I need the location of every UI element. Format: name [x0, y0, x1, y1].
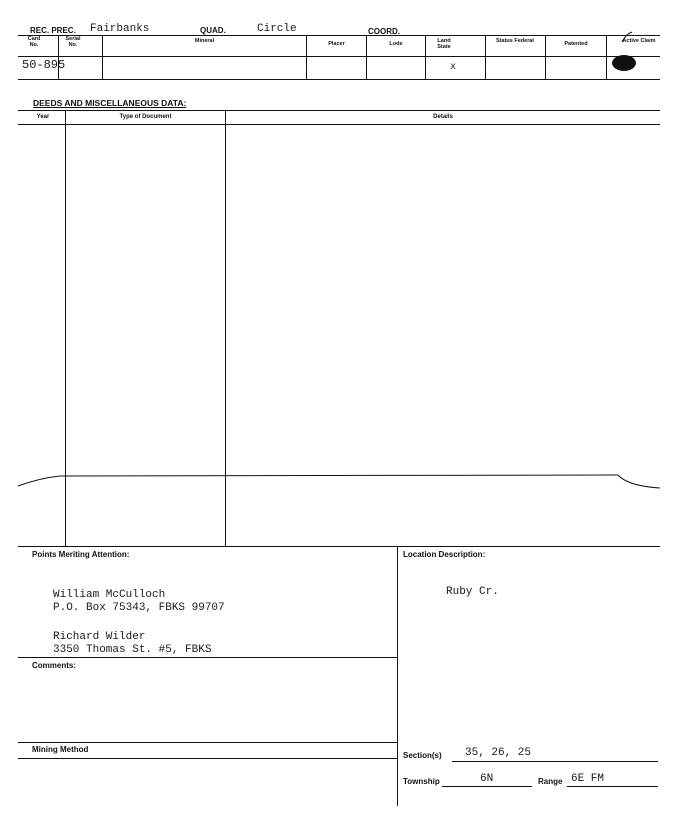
- points-line: Richard Wilder: [53, 631, 146, 643]
- col-land-state: Land State: [437, 38, 451, 50]
- location-value: Ruby Cr.: [446, 586, 499, 598]
- lower-top-rule: [18, 546, 660, 547]
- mining-method-label: Mining Method: [32, 745, 89, 754]
- mining-rule: [18, 742, 397, 743]
- township-value: 6N: [480, 773, 494, 785]
- col-placer: Placer: [328, 41, 345, 47]
- header-bottom-rule: [18, 79, 660, 80]
- deeds-header-rule: [18, 124, 660, 125]
- points-line: William McCulloch: [53, 589, 166, 601]
- col-details: Details: [433, 114, 453, 120]
- rec-prec-label: REC. PREC.: [30, 26, 76, 35]
- col-active-claim: Active Claim: [622, 38, 656, 44]
- land-state-mark: x: [450, 62, 457, 73]
- points-label: Points Meriting Attention:: [32, 550, 130, 559]
- range-label: Range: [538, 777, 563, 786]
- col-lode: Lode: [389, 41, 403, 47]
- header-divider: [485, 36, 486, 79]
- comments-rule: [18, 657, 397, 658]
- quad-value: Circle: [257, 23, 297, 35]
- range-underline: [567, 786, 658, 787]
- header-top-rule: [18, 35, 660, 36]
- location-label: Location Description:: [403, 550, 486, 559]
- comments-label: Comments:: [32, 661, 77, 670]
- township-underline: [442, 786, 532, 787]
- header-divider: [606, 36, 607, 79]
- col-status-federal: Status Federal: [496, 38, 534, 44]
- quad-label: QUAD.: [200, 26, 226, 35]
- lower-divider: [397, 546, 398, 806]
- col-year: Year: [36, 114, 50, 120]
- mining-bottom-rule: [18, 758, 397, 759]
- col-patented: Patented: [564, 41, 588, 47]
- col-type-of-document: Type of Document: [119, 114, 172, 120]
- deeds-title: DEEDS AND MISCELLANEOUS DATA:: [33, 98, 187, 108]
- points-line: 3350 Thomas St. #5, FBKS: [53, 644, 212, 656]
- township-label: Township: [403, 777, 440, 786]
- col-card-no: Card No.: [27, 36, 41, 48]
- header-divider: [425, 36, 426, 79]
- points-line: P.O. Box 75343, FBKS 99707: [53, 602, 225, 614]
- fold-line: [0, 466, 678, 496]
- col-mineral: Mineral: [194, 38, 215, 44]
- sections-value: 35, 26, 25: [465, 747, 532, 759]
- sections-label: Section(s): [403, 751, 442, 760]
- ink-blot-mark: [608, 30, 648, 74]
- col-serial-no: Serial No.: [65, 36, 81, 48]
- header-mid-rule: [18, 56, 660, 57]
- range-value: 6E FM: [571, 773, 605, 785]
- card-number: 50-895: [22, 58, 66, 72]
- deeds-top-rule: [18, 110, 660, 111]
- rec-prec-value: Fairbanks: [90, 23, 150, 35]
- coord-label: COORD.: [368, 27, 400, 36]
- sections-underline: [452, 761, 658, 762]
